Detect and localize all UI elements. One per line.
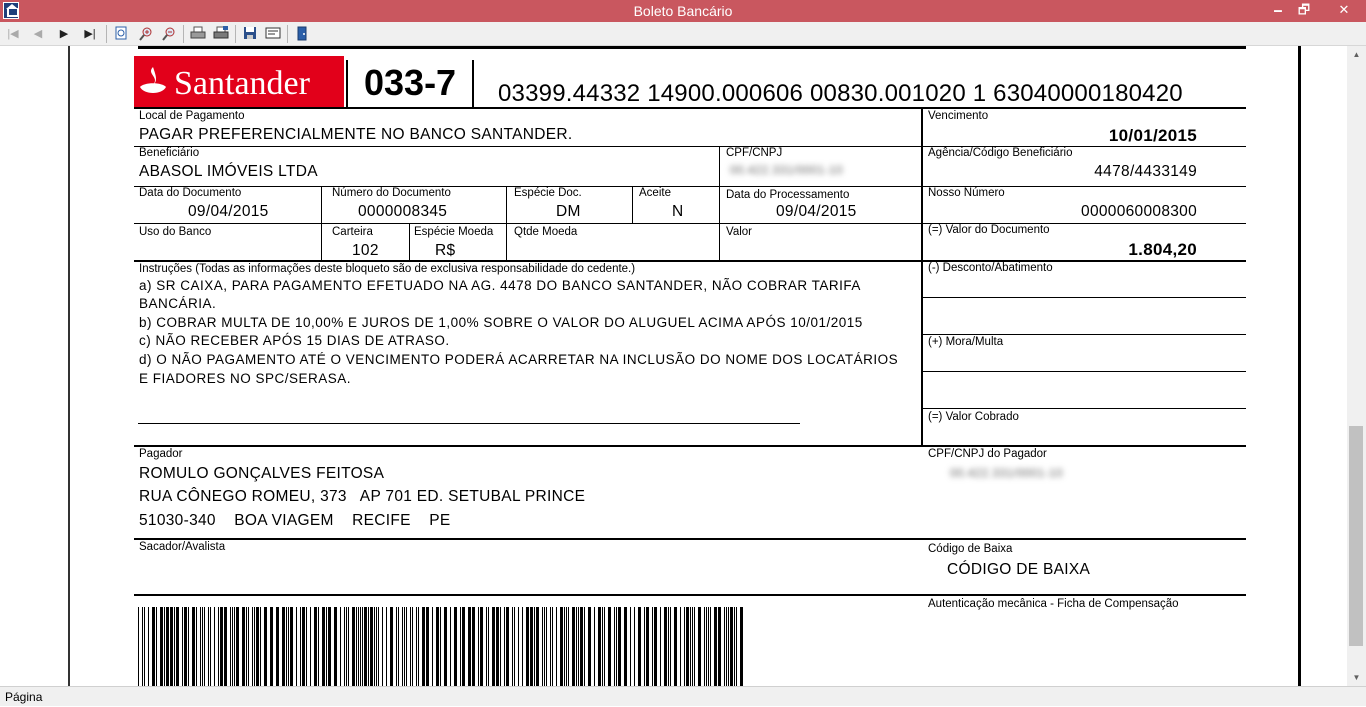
save-icon[interactable] xyxy=(241,25,259,43)
rule xyxy=(632,186,633,223)
instrucao-line: d) O NÃO PAGAMENTO ATÉ O VENCIMENTO PODERÁ ACARRETAR NA INCLUSÃO DO NOME DOS LOCATÁRIOS xyxy=(139,352,899,367)
status-bar xyxy=(0,686,1366,706)
page-edge-right xyxy=(1298,46,1301,686)
minimize-button[interactable]: 🗕 xyxy=(1273,2,1283,17)
aceite-value: N xyxy=(672,203,684,220)
cpf-cnpj-label: CPF/CNPJ xyxy=(726,147,783,159)
rule xyxy=(409,223,410,260)
scroll-thumb[interactable] xyxy=(1349,426,1363,646)
santander-flame-icon xyxy=(138,65,168,97)
rule xyxy=(134,223,1246,224)
rule xyxy=(134,538,1246,540)
rule xyxy=(134,445,1246,447)
vencimento-label: Vencimento xyxy=(928,110,989,122)
rule xyxy=(134,186,1246,187)
rule xyxy=(506,186,507,260)
mora-multa-label: (+) Mora/Multa xyxy=(928,336,1004,348)
status-page-label: Página xyxy=(5,690,43,704)
exit-door-icon[interactable] xyxy=(293,25,311,43)
signature-line xyxy=(138,423,800,424)
vencimento-value: 10/01/2015 xyxy=(1108,126,1197,145)
rule xyxy=(921,107,923,446)
codigo-baixa-value: CÓDIGO DE BAIXA xyxy=(947,561,1091,578)
especie-moeda-label: Espécie Moeda xyxy=(414,226,494,238)
page-top-rule xyxy=(138,46,1246,49)
scroll-down-icon[interactable]: ▼ xyxy=(1352,673,1361,682)
rule xyxy=(134,107,1246,109)
local-pagamento-label: Local de Pagamento xyxy=(139,110,245,122)
rule xyxy=(134,146,1246,147)
data-processamento-label: Data do Processamento xyxy=(726,189,850,201)
especie-moeda-value: R$ xyxy=(435,242,456,259)
beneficiario-value: ABASOL IMÓVEIS LTDA xyxy=(139,163,318,180)
title-bar xyxy=(0,0,1366,22)
restore-button[interactable]: 🗗 xyxy=(1297,2,1311,17)
zoom-out-icon[interactable] xyxy=(160,25,178,43)
pagador-address: RUA CÔNEGO ROMEU, 373 AP 701 ED. SETUBAL PRINCE xyxy=(139,488,586,505)
rule xyxy=(922,408,1246,409)
data-documento-value: 09/04/2015 xyxy=(188,203,269,220)
santander-logo xyxy=(134,56,344,108)
codigo-baixa-label: Código de Baixa xyxy=(928,543,1013,555)
toolbar-separator xyxy=(287,25,288,43)
beneficiario-label: Beneficiário xyxy=(139,147,200,159)
bank-name: Santander xyxy=(174,65,310,102)
bank-code: 033-7 xyxy=(364,62,457,103)
close-button[interactable]: ✕ xyxy=(1338,2,1350,17)
carteira-value: 102 xyxy=(352,242,379,259)
cpf-cnpj-value: 00.422.331/0001-10 xyxy=(730,163,843,177)
first-page-icon[interactable]: |◀ xyxy=(7,28,19,40)
instrucao-line: BANCÁRIA. xyxy=(139,296,217,311)
rule xyxy=(134,260,1246,262)
pagador-label: Pagador xyxy=(139,448,183,460)
valor-cobrado-label: (=) Valor Cobrado xyxy=(928,411,1019,423)
instrucao-line: a) SR CAIXA, PARA PAGAMENTO EFETUADO NA AG. 4478 DO BANCO SANTANDER, NÃO COBRAR TARIFA xyxy=(139,278,861,293)
instrucao-line: c) NÃO RECEBER APÓS 15 DIAS DE ATRASO. xyxy=(139,333,450,348)
nosso-numero-value: 0000060008300 xyxy=(1081,203,1197,220)
local-pagamento-value: PAGAR PREFERENCIALMENTE NO BANCO SANTANDER. xyxy=(139,126,573,143)
data-documento-label: Data do Documento xyxy=(139,187,242,199)
data-processamento-value: 09/04/2015 xyxy=(776,203,857,220)
last-page-icon[interactable]: ▶| xyxy=(84,28,96,40)
rule xyxy=(719,146,720,260)
pagador-name: ROMULO GONÇALVES FEITOSA xyxy=(139,465,385,482)
print-icon[interactable] xyxy=(189,25,207,43)
instrucao-line: b) COBRAR MULTA DE 10,00% E JUROS DE 1,00% SOBRE O VALOR DO ALUGUEL ACIMA APÓS 10/01/2015 xyxy=(139,315,863,330)
vertical-scrollbar[interactable] xyxy=(1347,46,1366,686)
header-divider xyxy=(346,60,348,109)
especie-doc-value: DM xyxy=(556,203,581,220)
zoom-in-icon[interactable] xyxy=(137,25,155,43)
instrucoes-label: Instruções (Todas as informações deste bloqueto são de exclusiva responsabilidade do cedente.) xyxy=(139,263,636,275)
toolbar-separator xyxy=(235,25,236,43)
rule xyxy=(922,371,1246,372)
barcode xyxy=(138,607,744,686)
qtde-moeda-label: Qtde Moeda xyxy=(514,226,578,238)
digitable-line: 03399.44332 14900.000606 00830.001020 1 63040000180420 xyxy=(498,80,1183,107)
pagador-city-line: 51030-340 BOA VIAGEM RECIFE PE xyxy=(139,512,451,529)
print-setup-icon[interactable] xyxy=(212,25,230,43)
rule xyxy=(922,297,1246,298)
numero-documento-label: Número do Documento xyxy=(332,187,451,199)
previous-page-icon[interactable]: ◀ xyxy=(33,28,43,40)
next-page-icon[interactable]: ▶ xyxy=(59,28,69,40)
scroll-up-icon[interactable]: ▲ xyxy=(1352,50,1361,59)
header-divider xyxy=(472,60,474,109)
document-viewer[interactable] xyxy=(0,46,1347,686)
autenticacao-label: Autenticação mecânica - Ficha de Compensação xyxy=(928,598,1179,610)
valor-documento-value: 1.804,20 xyxy=(1128,240,1197,259)
numero-documento-value: 0000008345 xyxy=(358,203,448,220)
rule xyxy=(922,334,1246,335)
window-title: Boleto Bancário xyxy=(633,3,733,19)
carteira-label: Carteira xyxy=(332,226,373,238)
especie-doc-label: Espécie Doc. xyxy=(514,187,582,199)
rule xyxy=(321,186,322,260)
valor-label: Valor xyxy=(726,226,752,238)
instrucao-line: E FIADORES NO SPC/SERASA. xyxy=(139,371,352,386)
cpf-pagador-value: 00.422.331/0001-10 xyxy=(950,466,1063,480)
zoom-page-icon[interactable] xyxy=(113,25,131,43)
toolbar-separator xyxy=(106,25,107,43)
aceite-label: Aceite xyxy=(639,187,671,199)
valor-documento-label: (=) Valor do Documento xyxy=(928,224,1050,236)
toolbar xyxy=(0,22,1366,46)
desconto-label: (-) Desconto/Abatimento xyxy=(928,262,1053,274)
export-icon[interactable] xyxy=(264,25,282,43)
rule xyxy=(134,594,1246,596)
toolbar-separator xyxy=(183,25,184,43)
uso-banco-label: Uso do Banco xyxy=(139,226,212,238)
sacador-label: Sacador/Avalista xyxy=(139,541,226,553)
nosso-numero-label: Nosso Número xyxy=(928,187,1005,199)
agencia-value: 4478/4433149 xyxy=(1094,163,1197,180)
agencia-label: Agência/Código Beneficiário xyxy=(928,147,1073,159)
page-edge-left xyxy=(68,46,70,686)
cpf-pagador-label: CPF/CNPJ do Pagador xyxy=(928,448,1047,460)
